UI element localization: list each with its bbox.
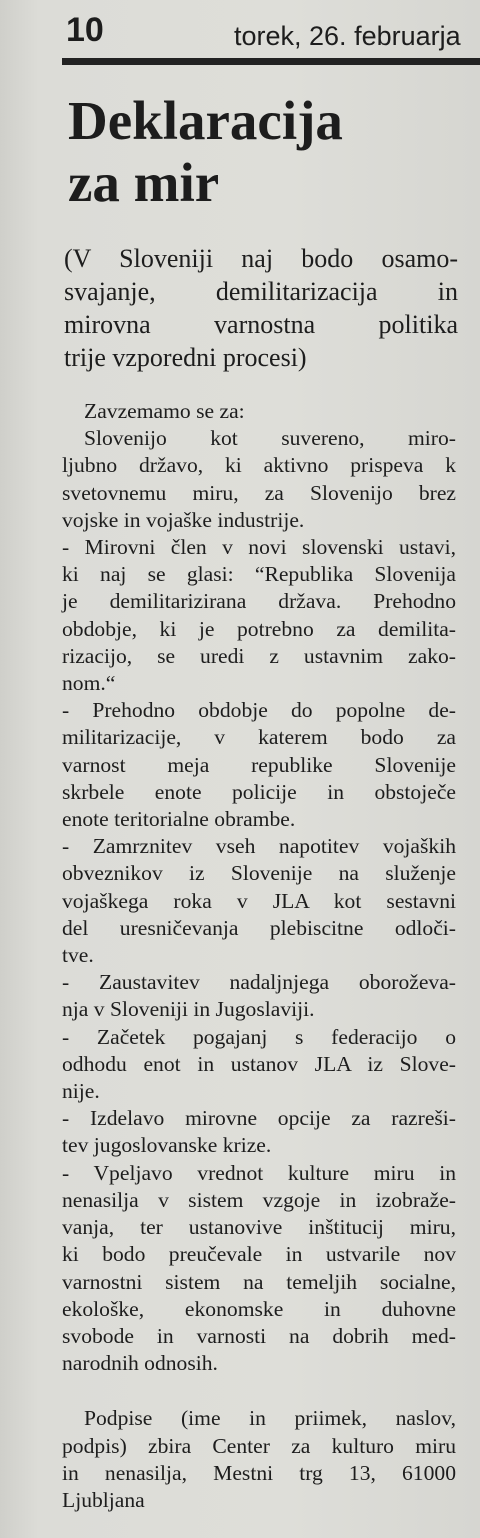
- body-line: svobode in varnosti na dobrih med-: [62, 1323, 456, 1348]
- subtitle-line: trije vzporedni procesi): [64, 343, 307, 372]
- body-line: - Mirovni člen v novi slovenski ustavi,: [62, 535, 456, 560]
- closing-line: in nenasilja, Mestni trg 13, 61000: [62, 1460, 456, 1485]
- article-subtitle: [64, 242, 458, 374]
- body-line: skrbele enote policije in obstoječe: [62, 779, 456, 804]
- body-line: - Vpeljavo vrednot kulture miru in: [62, 1160, 456, 1185]
- body-line: militarizacije, v katerem bodo za: [62, 725, 456, 750]
- closing-line: Ljubljana: [62, 1487, 145, 1512]
- body-line: ki naj se glasi: “Republika Slovenija: [62, 562, 456, 587]
- body-line: enote teritorialne obrambe.: [62, 807, 296, 832]
- body-line: del uresničevanja plebiscitne odloči-: [62, 915, 456, 940]
- body-line: narodnih odnosih.: [62, 1351, 218, 1376]
- body-line: Zavzemamo se za:: [84, 399, 245, 423]
- body-line: varnost meja republike Slovenije: [62, 752, 456, 777]
- closing-line: Podpise (ime in priimek, naslov,: [84, 1406, 456, 1431]
- body-line: ki bodo preučevale in ustvarile nov: [62, 1242, 456, 1267]
- subtitle-line: svajanje, demilitarizacija in: [64, 277, 458, 306]
- title-line: za mir: [68, 152, 220, 213]
- subtitle-line: (V Sloveniji naj bodo osamo-: [64, 244, 458, 273]
- body-line: - Zaustavitev nadaljnjega oboroževa-: [62, 970, 456, 995]
- article-title: [68, 90, 468, 214]
- body-line: nom.“: [62, 671, 116, 696]
- subtitle-line: mirovna varnostna politika: [64, 310, 458, 339]
- body-line: vojaškega roka v JLA kot sestavni: [62, 888, 456, 913]
- body-line: obdobje, ki je potrebno za demilita-: [62, 616, 456, 641]
- closing-line: podpis) zbira Center za kulturo miru: [62, 1433, 456, 1458]
- page-number: 10: [66, 11, 104, 49]
- body-line: - Začetek pogajanj s federacijo o: [62, 1024, 456, 1049]
- body-line: - Zamrznitev vseh napotitev vojaških: [62, 834, 456, 859]
- title-line: Deklaracija: [68, 90, 343, 151]
- body-line: ekološke, ekonomske in duhovne: [62, 1296, 456, 1321]
- body-line: svetovnemu miru, za Slovenijo brez: [62, 480, 456, 505]
- body-line: varnostni sistem na temeljih socialne,: [62, 1269, 456, 1294]
- body-line: Slovenijo kot suvereno, miro-: [84, 426, 456, 451]
- article-body: [62, 398, 456, 1514]
- body-line: ljubno državo, ki aktivno prispeva k: [62, 453, 456, 478]
- paragraph-gap: [62, 1377, 456, 1405]
- body-line: rizacijo, se uredi z ustavnim zako-: [62, 643, 456, 668]
- body-line: - Izdelavo mirovne opcije za razreši-: [62, 1106, 456, 1131]
- body-line: vojske in vojaške industrije.: [62, 507, 305, 532]
- body-line: tev jugoslovanske krize.: [62, 1133, 272, 1158]
- body-line: - Prehodno obdobje do popolne de-: [62, 698, 456, 723]
- body-line: odhodu enot in ustanov JLA iz Slove-: [62, 1051, 456, 1076]
- body-line: obveznikov iz Slovenije na služenje: [62, 861, 456, 886]
- issue-date: torek, 26. februarja: [234, 21, 461, 51]
- body-line: je demilitarizirana država. Prehodno: [62, 589, 456, 614]
- header-rule: [62, 58, 480, 65]
- body-line: tve.: [62, 943, 94, 968]
- body-line: vanja, ter ustanovive inštitucij miru,: [62, 1215, 456, 1240]
- body-line: nije.: [62, 1079, 100, 1104]
- body-line: nenasilja v sistem vzgoje in izobraže-: [62, 1187, 456, 1212]
- body-line: nja v Sloveniji in Jugoslaviji.: [62, 997, 315, 1022]
